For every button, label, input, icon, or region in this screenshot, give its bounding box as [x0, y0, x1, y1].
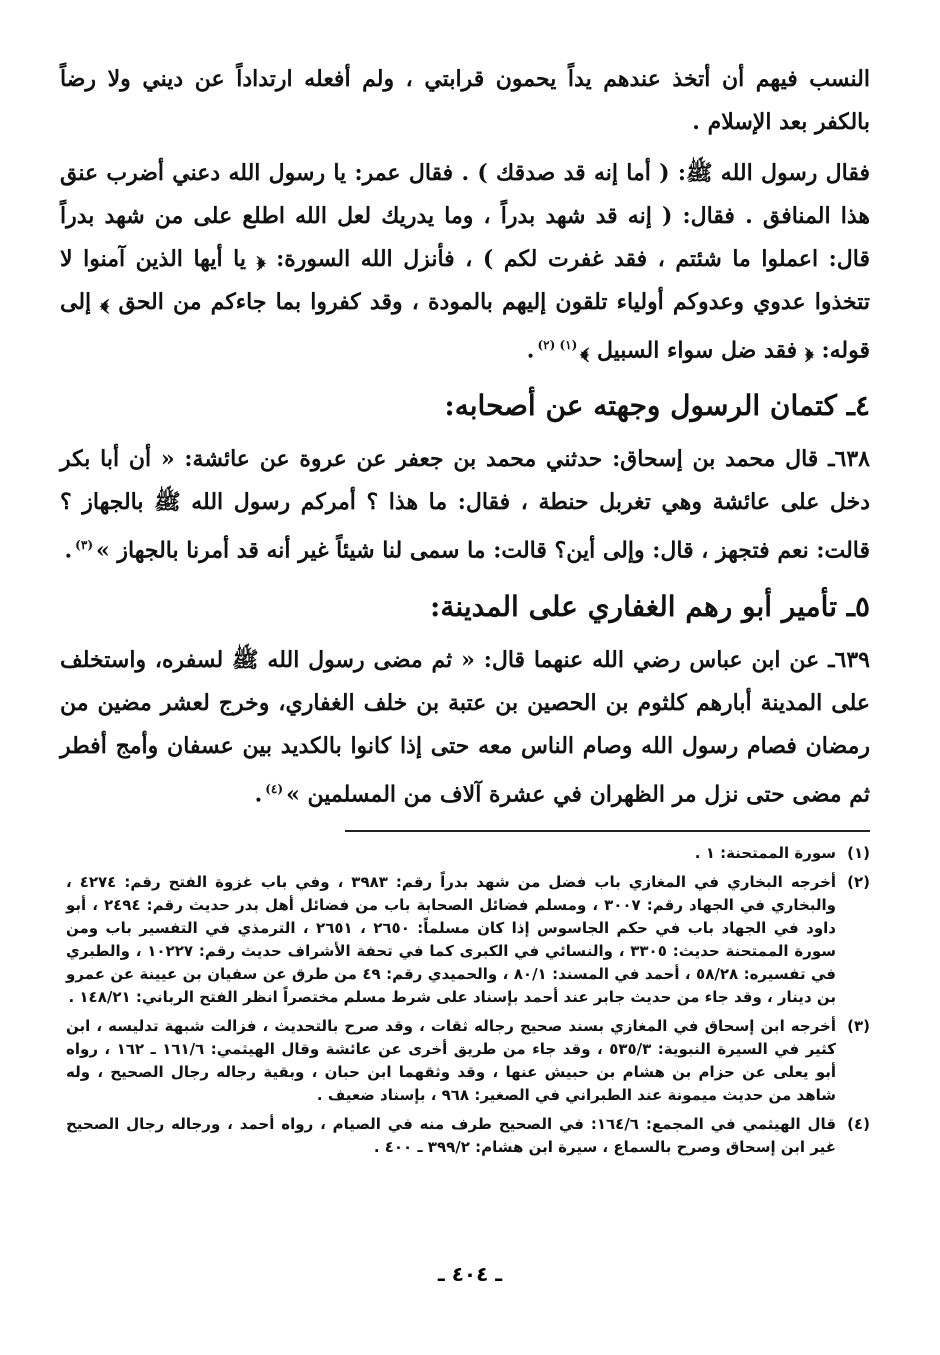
page-number: ـ ٤٠٤ ـ — [437, 1262, 503, 1286]
footnote-2 — [66, 871, 870, 1009]
paragraph-1-text: النسب فيهم أن أتخذ عندهم يداً يحمون قرابتي ، ولم أفعله ارتداداً عن ديني ولا رضاً بالكفر بعد الإسلام . — [60, 66, 870, 135]
footnotes — [66, 842, 870, 1165]
paragraph-4 — [60, 639, 870, 816]
footnote-divider — [345, 830, 870, 832]
section-heading-5: ٥ـ تأمير أبو رهم الغفاري على المدينة: — [430, 589, 870, 623]
footnote-number: (١) — [847, 844, 870, 862]
footnote-4 — [66, 1113, 870, 1159]
footnote-number: (٤) — [847, 1115, 870, 1133]
footnote-number: (٣) — [847, 1017, 870, 1035]
footnote-3 — [66, 1015, 870, 1107]
paragraph-3-end: . — [64, 537, 73, 564]
paragraph-3 — [60, 438, 870, 572]
footnote-text: أخرجه ابن إسحاق في المغازي بسند صحيح رجاله ثقات ، وقد صرح بالتحديث ، فزالت شبهة تدليسه ، ابن كثير في السيرة النبوية: ٥٣٥/٣ ، وقد جاء من طريق أخرى عن عائشة وقال الهيثمي: ١٦١/٦ ـ ١٦٢ ، رواه أبو يعلى عن حزام بن هشام بن حبيش عنها ، وقد وثقهما ابن حبان ، وبقية رجاله رجال الصحيح ، وله شاهد من حديث ميمونة عند الطبراني في الصغير: ٩٦٨ ، بإسناد ضعيف . — [66, 1017, 837, 1104]
footnote-1 — [66, 842, 870, 865]
paragraph-1 — [60, 58, 870, 144]
section-heading-4: ٤ـ كتمان الرسول وجهته عن أصحابه: — [444, 389, 870, 423]
paragraph-2-end: . — [526, 337, 535, 364]
footnote-number: (٢) — [847, 873, 870, 891]
footnote-text: قال الهيثمي في المجمع: ١٦٤/٦: في الصحيح طرف منه في الصيام ، رواه أحمد ، ورجاله رجال الصحيح غير ابن إسحاق وصرح بالسماع ، سيرة ابن هشام: ٣٩٩/٢ ـ ٤٠٠ . — [66, 1115, 837, 1156]
paragraph-4-text: ٦٣٩ـ عن ابن عباس رضي الله عنهما قال: « ثم مضى رسول الله ﷺ لسفره، واستخلف على المدينة أبارهم كلثوم بن الحصين بن عتبة بن خلف الغفاري، وخرج لعشر مضين من رمضان فصام رسول الله وصام الناس معه حتى إذا كانوا بالكديد بين عسفان وأمج أفطر ثم مضى حتى نزل مر الظهران في عشرة آلاف من المسلمين » — [60, 646, 870, 807]
paragraph-4-end: . — [254, 780, 263, 807]
paragraph-2 — [60, 152, 870, 372]
paragraph-3-text: ٦٣٨ـ قال محمد بن إسحاق: حدثني محمد بن جعفر عن عروة عن عائشة: « أن أبا بكر دخل على عائشة وهي تغربل حنطة ، فقال: ما هذا ؟ أمركم رسول الله ﷺ بالجهاز ؟ قالت: نعم فتجهز ، قال: وإلى أين؟ قالت: ما سمى لنا شيئاً غير أنه قد أمرنا بالجهاز » — [60, 446, 870, 564]
footnote-text: سورة الممتحنة: ١ . — [694, 844, 836, 862]
paragraph-2-text: فقال رسول الله ﷺ: ( أما إنه قد صدقك ) . فقال عمر: يا رسول الله دعني أضرب عنق هذا المنافق . فقال: ( إنه قد شهد بدراً ، وما يدريك لعل الله اطلع على من شهد بدراً قال: اعملوا ما شئتم ، فقد غفرت لكم ) ، فأنزل الله السورة: ﴿ يا أيها الذين آمنوا لا تتخذوا عدوي وعدوكم أولياء تلقون إليهم بالمودة ، وقد كفروا بما جاءكم من الحق ﴾ إلى قوله: ﴿ فقد ضل سواء السبيل ﴾ — [60, 160, 870, 364]
main-text — [60, 58, 870, 816]
footnote-ref: (٤) — [265, 781, 284, 796]
footnote-refs: (١) (٢) — [537, 338, 578, 352]
footnote-ref: (٣) — [75, 538, 93, 553]
footnote-text: أخرجه البخاري في المغازي باب فضل من شهد بدراً رقم: ٣٩٨٣ ، وفي باب غزوة الفتح رقم: ٤٢٧٤ ، والبخاري في الجهاد رقم: ٣٠٠٧ ، ومسلم فضائل الصحابة باب من فضائل أهل بدر حديث رقم: ٢٤٩٤ ، أبو داود في الجهاد باب في حكم الجاسوس إذا كان مسلماً: ٢٦٥٠ ، ٢٦٥١ ، الترمذي في التفسير باب ومن سورة الممتحنة حديث: ٣٣٠٥ ، والنسائي في الكبرى كما في تحفة الأشراف حديث رقم: ١٠٢٢٧ ، والطبري في تفسيره: ٥٨/٢٨ ، أحمد في المسند: ٨٠/١ ، والحميدي رقم: ٤٩ من طرق عن سفيان بن عيينة عن عمرو بن دينار ، وقد جاء من حديث جابر عند أحمد بإسناد على شرط مسلم مختصراً انظر الفتح الرباني: ١٤٨/٢١ . — [66, 873, 837, 1006]
